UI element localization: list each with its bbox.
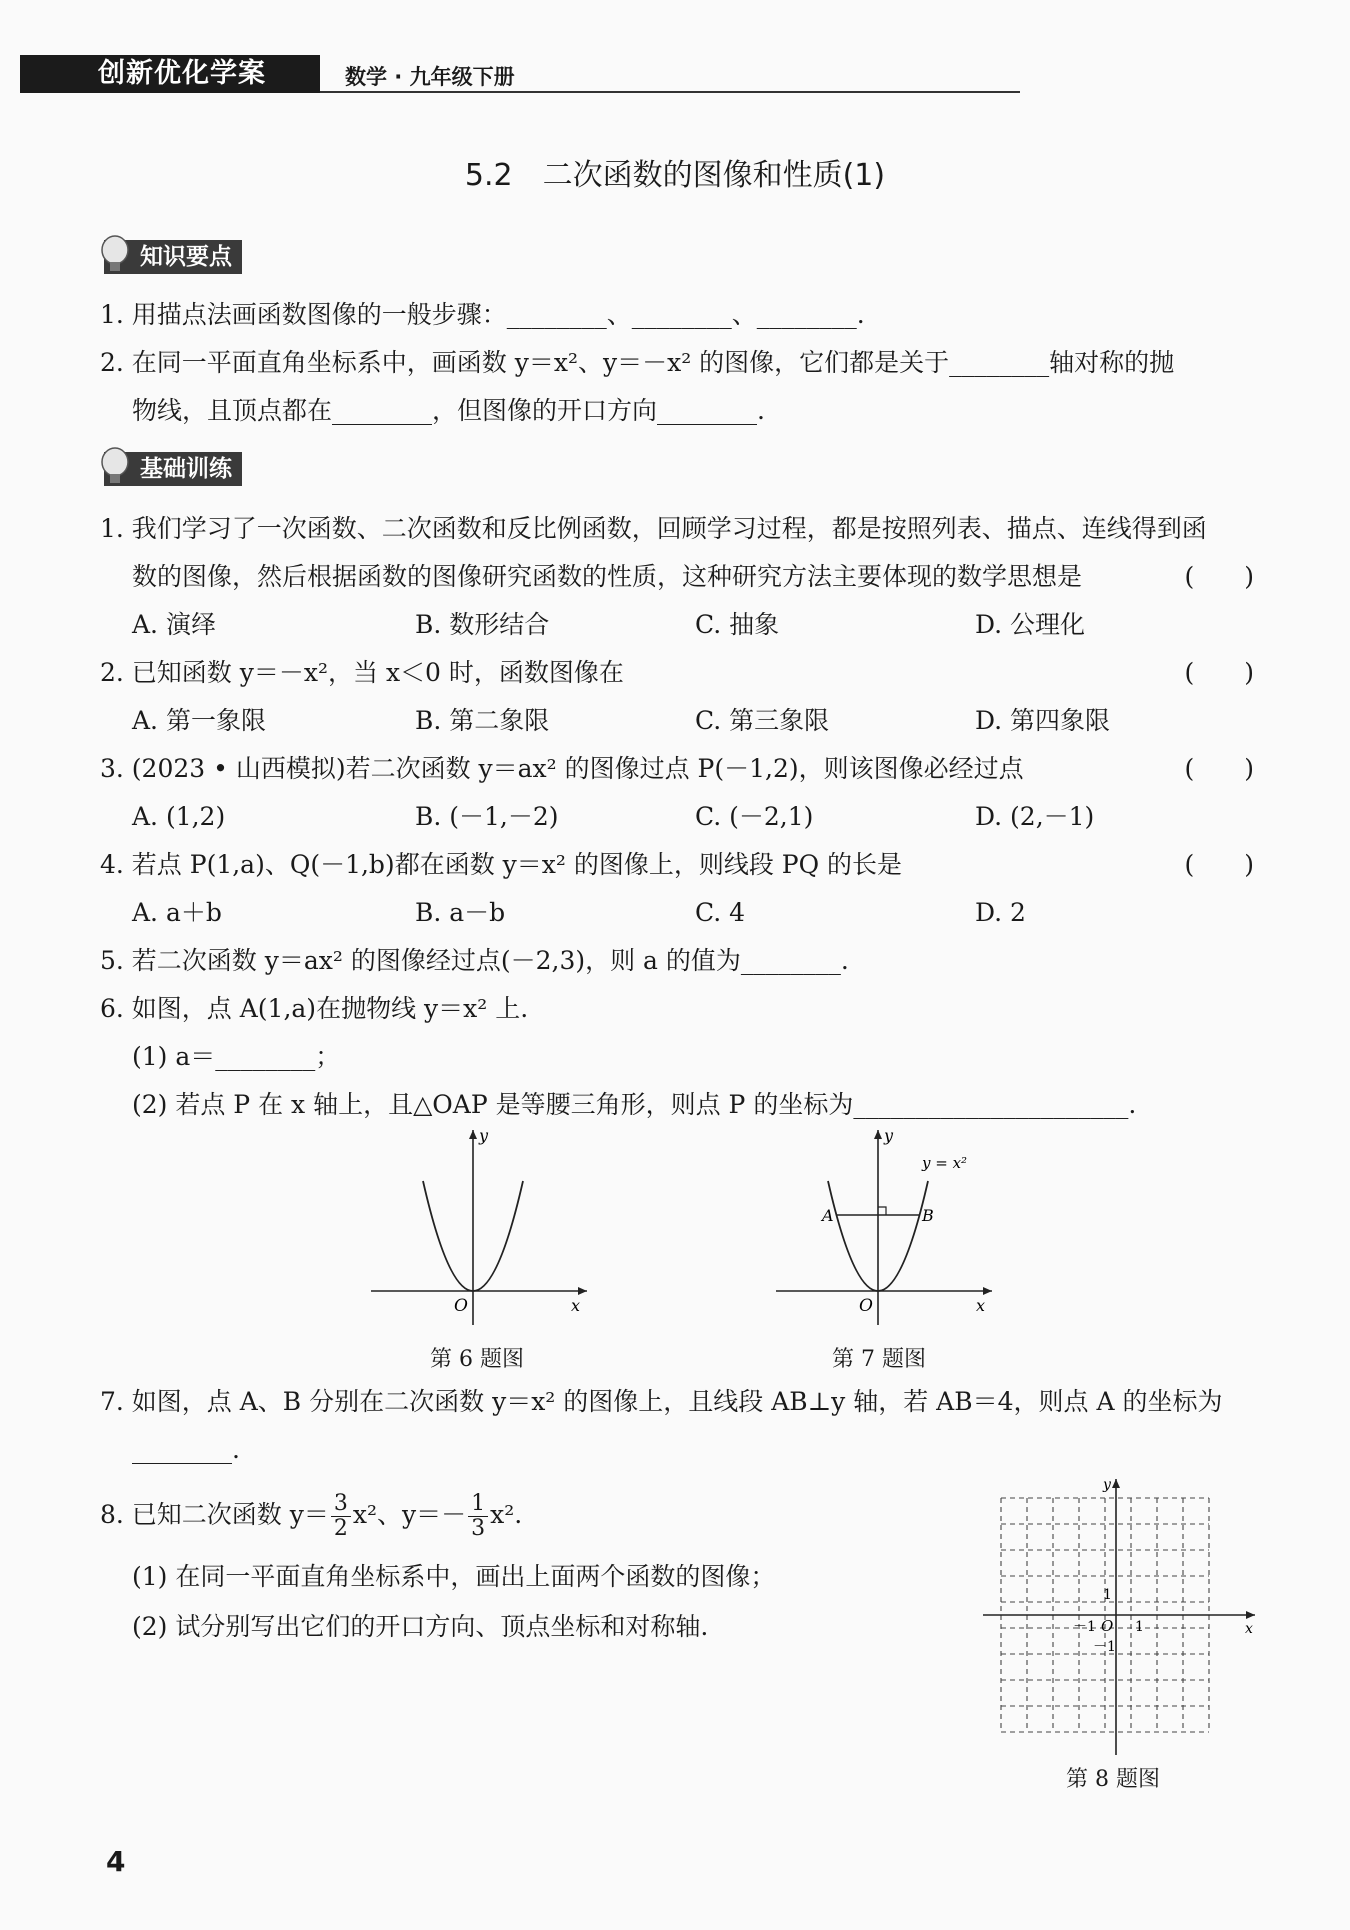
option-d: D. (2,－1) (975, 802, 1095, 831)
tick-label-neg-one-x: －1 (1073, 1619, 1096, 1635)
section-label-basic: 基础训练 (140, 456, 232, 482)
figure-7-caption: 第 7 题图 (832, 1347, 926, 1372)
section-tag-basic (104, 452, 242, 486)
origin-label: O (1101, 1617, 1114, 1635)
question-4: 4. 若点 P(1,a)、Q(－1,b)都在函数 y＝x² 的图像上，则线段 PQ 的长是 (100, 850, 903, 879)
figure-8 (975, 1475, 1260, 1760)
origin-label: O (859, 1296, 873, 1316)
figure-7 (770, 1125, 995, 1330)
question-8-part-1: (1) 在同一平面直角坐标系中，画出上面两个函数的图像； (132, 1562, 776, 1591)
x-label: x (976, 1296, 986, 1315)
fraction-numerator: 1 (468, 1492, 488, 1517)
option-c: C. 第三象限 (695, 706, 830, 735)
question-3: 3. (2023 • 山西模拟)若二次函数 y＝ax² 的图像过点 P(－1,2)，则该图像必经过点 (100, 754, 1024, 783)
question-2: 2. 已知函数 y＝－x²，当 x＜0 时，函数图像在 (100, 658, 624, 687)
knowledge-item-2-cont: 物线，且顶点都在________，但图像的开口方向________. (132, 396, 765, 425)
question-1-line-2: 数的图像，然后根据函数的图像研究函数的性质，这种研究方法主要体现的数学思想是 (132, 562, 1083, 591)
curve-label: y = x² (922, 1154, 968, 1172)
y-label: y (479, 1126, 489, 1145)
fraction-one-third (468, 1492, 488, 1541)
option-b: B. 数形结合 (415, 610, 550, 639)
figure-6-caption: 第 6 题图 (430, 1347, 524, 1372)
knowledge-item-1: 1. 用描点法画函数图像的一般步骤：________、________、________. (100, 300, 865, 329)
fraction-three-halves (331, 1492, 351, 1541)
figure-8-caption: 第 8 题图 (1066, 1767, 1160, 1792)
question-7-line-1: 7. 如图，点 A、B 分别在二次函数 y＝x² 的图像上，且线段 AB⊥y 轴，若 AB＝4，则点 A 的坐标为 (100, 1387, 1223, 1416)
header-rule (320, 91, 1020, 93)
brand-banner (20, 55, 320, 93)
question-8-prefix: 8. 已知二次函数 y＝ (100, 1500, 329, 1529)
x-label: x (571, 1296, 581, 1315)
section-tag-knowledge (104, 240, 242, 274)
question-7-line-2: ________. (132, 1435, 240, 1464)
point-b-label: B (922, 1206, 934, 1225)
fraction-denominator: 2 (333, 1516, 348, 1541)
option-c: C. (－2,1) (695, 802, 814, 831)
y-label: y (884, 1126, 894, 1145)
lightbulb-icon (100, 234, 134, 276)
option-a: A. (1,2) (132, 802, 226, 831)
origin-label: O (454, 1296, 468, 1316)
fraction-denominator: 3 (471, 1516, 486, 1541)
tick-label-one-y: 1 (1103, 1587, 1112, 1603)
option-b: B. (－1,－2) (415, 802, 559, 831)
option-a: A. 演绎 (132, 610, 216, 639)
answer-paren: ( ) (1184, 754, 1254, 783)
figure-6 (365, 1125, 590, 1330)
option-a: A. a＋b (132, 898, 222, 927)
answer-paren: ( ) (1184, 850, 1254, 879)
question-5: 5. 若二次函数 y＝ax² 的图像经过点(－2,3)，则 a 的值为________. (100, 946, 849, 975)
question-1-line-1: 1. 我们学习了一次函数、二次函数和反比例函数，回顾学习过程，都是按照列表、描点、连线得到函 (100, 514, 1207, 543)
brand-title: 创新优化学案 (98, 58, 266, 89)
right-angle-mark (878, 1207, 886, 1215)
option-c: C. 4 (695, 898, 746, 927)
question-8-part-2: (2) 试分别写出它们的开口方向、顶点坐标和对称轴. (132, 1612, 709, 1641)
page-number: 4 (106, 1845, 126, 1878)
question-6-part-1: (1) a＝________； (132, 1042, 341, 1071)
tick-label-neg-one-y: －1 (1093, 1639, 1116, 1655)
x-label: x (1245, 1621, 1253, 1637)
y-label: y (1103, 1477, 1111, 1493)
lightbulb-icon (100, 446, 134, 488)
answer-paren: ( ) (1184, 658, 1254, 687)
knowledge-item-2: 2. 在同一平面直角坐标系中，画函数 y＝x²、y＝－x² 的图像，它们都是关于________轴对称的抛 (100, 348, 1175, 377)
option-b: B. 第二象限 (415, 706, 550, 735)
answer-paren: ( ) (1184, 562, 1254, 591)
point-a-label: A (822, 1206, 834, 1225)
subject-label: 数学 · 九年级下册 (345, 65, 515, 89)
page-title: 5.2 二次函数的图像和性质(1) (464, 158, 886, 193)
question-6-part-2: (2) 若点 P 在 x 轴上，且△OAP 是等腰三角形，则点 P 的坐标为______________________. (132, 1090, 1137, 1119)
fraction-numerator: 3 (331, 1492, 351, 1517)
option-a: A. 第一象限 (132, 706, 266, 735)
question-8-mid: x²、y＝－ (352, 1500, 467, 1529)
option-d: D. 第四象限 (975, 706, 1111, 735)
question-6: 6. 如图，点 A(1,a)在抛物线 y＝x² 上. (100, 994, 529, 1023)
option-d: D. 公理化 (975, 610, 1086, 639)
tick-label-one-x: 1 (1135, 1619, 1144, 1635)
option-d: D. 2 (975, 898, 1026, 927)
option-c: C. 抽象 (695, 610, 780, 639)
question-8-suffix: x². (490, 1500, 523, 1529)
option-b: B. a－b (415, 898, 506, 927)
section-label-knowledge: 知识要点 (140, 244, 232, 270)
